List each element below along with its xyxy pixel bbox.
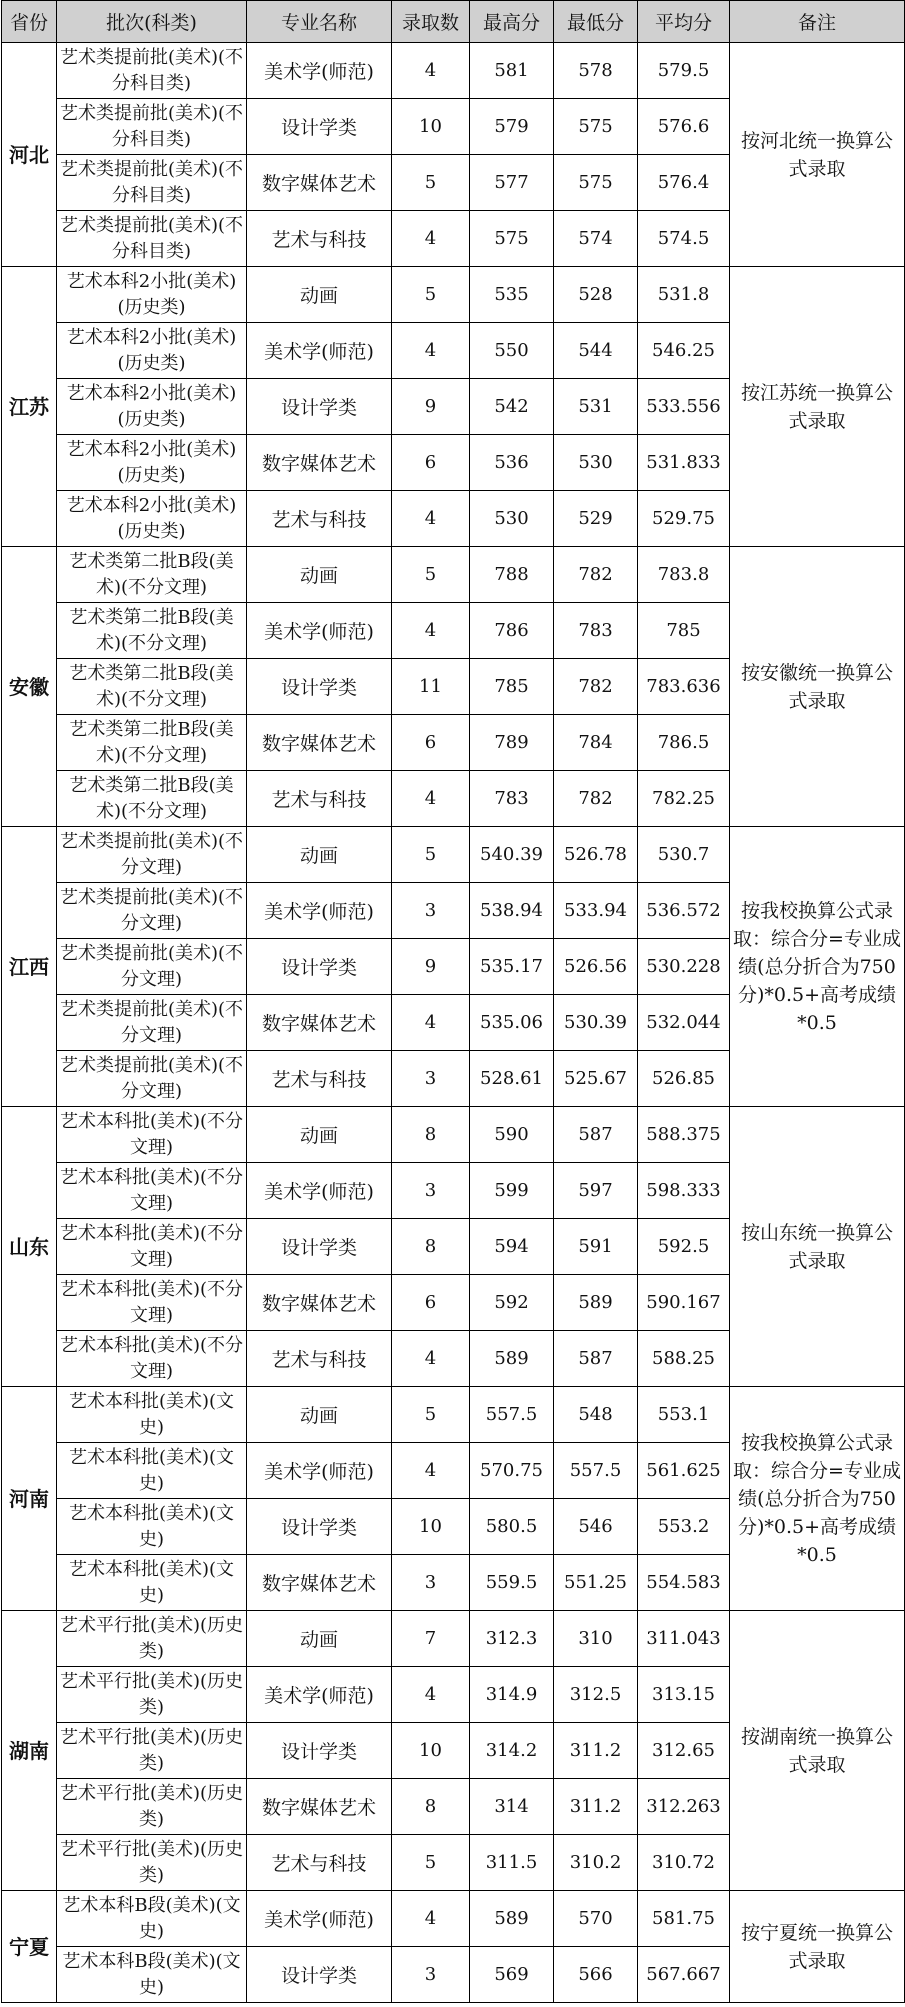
min-score-cell: 587 <box>554 1331 638 1387</box>
min-score-cell: 311.2 <box>554 1723 638 1779</box>
min-score-cell: 312.5 <box>554 1667 638 1723</box>
min-score-cell: 782 <box>554 659 638 715</box>
max-score-cell: 559.5 <box>470 1555 554 1611</box>
note-cell: 按山东统一换算公式录取 <box>730 1107 905 1387</box>
note-cell: 按我校换算公式录取：综合分=专业成绩(总分折合为750分)*0.5+高考成绩*0.5 <box>730 1387 905 1611</box>
avg-score-cell: 311.043 <box>638 1611 730 1667</box>
major-cell: 美术学(师范) <box>247 883 392 939</box>
min-score-cell: 544 <box>554 323 638 379</box>
table-row <box>2 1387 905 1443</box>
count-cell: 7 <box>392 1611 470 1667</box>
min-score-cell: 525.67 <box>554 1051 638 1107</box>
avg-score-cell: 598.333 <box>638 1163 730 1219</box>
count-cell: 9 <box>392 939 470 995</box>
min-score-cell: 782 <box>554 771 638 827</box>
batch-cell: 艺术类第二批B段(美术)(不分文理) <box>57 715 247 771</box>
batch-cell: 艺术平行批(美术)(历史类) <box>57 1723 247 1779</box>
avg-score-cell: 312.65 <box>638 1723 730 1779</box>
avg-score-cell: 313.15 <box>638 1667 730 1723</box>
major-cell: 数字媒体艺术 <box>247 1779 392 1835</box>
major-cell: 动画 <box>247 267 392 323</box>
max-score-cell: 314 <box>470 1779 554 1835</box>
batch-cell: 艺术平行批(美术)(历史类) <box>57 1667 247 1723</box>
max-score-cell: 594 <box>470 1219 554 1275</box>
count-cell: 4 <box>392 323 470 379</box>
major-cell: 设计学类 <box>247 1723 392 1779</box>
major-cell: 艺术与科技 <box>247 1051 392 1107</box>
avg-score-cell: 553.1 <box>638 1387 730 1443</box>
note-cell: 按宁夏统一换算公式录取 <box>730 1891 905 2003</box>
max-score-cell: 589 <box>470 1891 554 1947</box>
max-score-cell: 550 <box>470 323 554 379</box>
avg-score-cell: 533.556 <box>638 379 730 435</box>
header-min: 最低分 <box>554 1 638 43</box>
major-cell: 美术学(师范) <box>247 1163 392 1219</box>
province-cell: 宁夏 <box>2 1891 57 2003</box>
min-score-cell: 533.94 <box>554 883 638 939</box>
major-cell: 数字媒体艺术 <box>247 1555 392 1611</box>
max-score-cell: 599 <box>470 1163 554 1219</box>
count-cell: 4 <box>392 491 470 547</box>
avg-score-cell: 532.044 <box>638 995 730 1051</box>
batch-cell: 艺术平行批(美术)(历史类) <box>57 1611 247 1667</box>
note-cell: 按河北统一换算公式录取 <box>730 43 905 267</box>
batch-cell: 艺术类提前批(美术)(不分文理) <box>57 883 247 939</box>
min-score-cell: 574 <box>554 211 638 267</box>
province-cell: 山东 <box>2 1107 57 1387</box>
avg-score-cell: 553.2 <box>638 1499 730 1555</box>
avg-score-cell: 554.583 <box>638 1555 730 1611</box>
avg-score-cell: 530.228 <box>638 939 730 995</box>
count-cell: 10 <box>392 99 470 155</box>
min-score-cell: 575 <box>554 99 638 155</box>
major-cell: 数字媒体艺术 <box>247 715 392 771</box>
header-major: 专业名称 <box>247 1 392 43</box>
avg-score-cell: 536.572 <box>638 883 730 939</box>
note-cell: 按江苏统一换算公式录取 <box>730 267 905 547</box>
avg-score-cell: 592.5 <box>638 1219 730 1275</box>
count-cell: 5 <box>392 547 470 603</box>
avg-score-cell: 588.375 <box>638 1107 730 1163</box>
min-score-cell: 548 <box>554 1387 638 1443</box>
batch-cell: 艺术本科批(美术)(文史) <box>57 1387 247 1443</box>
major-cell: 动画 <box>247 547 392 603</box>
batch-cell: 艺术本科B段(美术)(文史) <box>57 1947 247 2003</box>
major-cell: 美术学(师范) <box>247 1443 392 1499</box>
major-cell: 动画 <box>247 1107 392 1163</box>
avg-score-cell: 581.75 <box>638 1891 730 1947</box>
max-score-cell: 535 <box>470 267 554 323</box>
count-cell: 5 <box>392 267 470 323</box>
max-score-cell: 788 <box>470 547 554 603</box>
count-cell: 8 <box>392 1779 470 1835</box>
header-count: 录取数 <box>392 1 470 43</box>
count-cell: 6 <box>392 715 470 771</box>
major-cell: 设计学类 <box>247 939 392 995</box>
avg-score-cell: 783.8 <box>638 547 730 603</box>
max-score-cell: 536 <box>470 435 554 491</box>
batch-cell: 艺术本科2小批(美术)(历史类) <box>57 323 247 379</box>
min-score-cell: 531 <box>554 379 638 435</box>
batch-cell: 艺术类提前批(美术)(不分科目类) <box>57 43 247 99</box>
province-cell: 江西 <box>2 827 57 1107</box>
province-cell: 河南 <box>2 1387 57 1611</box>
province-cell: 湖南 <box>2 1611 57 1891</box>
major-cell: 数字媒体艺术 <box>247 435 392 491</box>
count-cell: 5 <box>392 155 470 211</box>
batch-cell: 艺术类第二批B段(美术)(不分文理) <box>57 547 247 603</box>
batch-cell: 艺术类提前批(美术)(不分文理) <box>57 995 247 1051</box>
max-score-cell: 314.2 <box>470 1723 554 1779</box>
max-score-cell: 530 <box>470 491 554 547</box>
avg-score-cell: 785 <box>638 603 730 659</box>
count-cell: 5 <box>392 1387 470 1443</box>
count-cell: 4 <box>392 603 470 659</box>
major-cell: 数字媒体艺术 <box>247 155 392 211</box>
major-cell: 美术学(师范) <box>247 323 392 379</box>
count-cell: 4 <box>392 43 470 99</box>
major-cell: 设计学类 <box>247 1947 392 2003</box>
batch-cell: 艺术本科批(美术)(不分文理) <box>57 1219 247 1275</box>
table-row <box>2 1107 905 1163</box>
max-score-cell: 785 <box>470 659 554 715</box>
min-score-cell: 597 <box>554 1163 638 1219</box>
max-score-cell: 581 <box>470 43 554 99</box>
batch-cell: 艺术类提前批(美术)(不分科目类) <box>57 155 247 211</box>
max-score-cell: 786 <box>470 603 554 659</box>
max-score-cell: 590 <box>470 1107 554 1163</box>
table-row <box>2 267 905 323</box>
major-cell: 设计学类 <box>247 1219 392 1275</box>
max-score-cell: 580.5 <box>470 1499 554 1555</box>
header-note: 备注 <box>730 1 905 43</box>
min-score-cell: 578 <box>554 43 638 99</box>
count-cell: 4 <box>392 995 470 1051</box>
min-score-cell: 546 <box>554 1499 638 1555</box>
min-score-cell: 526.56 <box>554 939 638 995</box>
avg-score-cell: 310.72 <box>638 1835 730 1891</box>
count-cell: 11 <box>392 659 470 715</box>
count-cell: 6 <box>392 435 470 491</box>
batch-cell: 艺术本科批(美术)(不分文理) <box>57 1275 247 1331</box>
major-cell: 美术学(师范) <box>247 1667 392 1723</box>
count-cell: 3 <box>392 883 470 939</box>
header-province: 省份 <box>2 1 57 43</box>
max-score-cell: 535.06 <box>470 995 554 1051</box>
batch-cell: 艺术平行批(美术)(历史类) <box>57 1835 247 1891</box>
count-cell: 3 <box>392 1555 470 1611</box>
avg-score-cell: 312.263 <box>638 1779 730 1835</box>
province-cell: 安徽 <box>2 547 57 827</box>
min-score-cell: 311.2 <box>554 1779 638 1835</box>
count-cell: 10 <box>392 1499 470 1555</box>
major-cell: 美术学(师范) <box>247 43 392 99</box>
max-score-cell: 528.61 <box>470 1051 554 1107</box>
max-score-cell: 312.3 <box>470 1611 554 1667</box>
max-score-cell: 557.5 <box>470 1387 554 1443</box>
avg-score-cell: 526.85 <box>638 1051 730 1107</box>
min-score-cell: 529 <box>554 491 638 547</box>
avg-score-cell: 531.8 <box>638 267 730 323</box>
min-score-cell: 530.39 <box>554 995 638 1051</box>
province-cell: 江苏 <box>2 267 57 547</box>
max-score-cell: 789 <box>470 715 554 771</box>
major-cell: 美术学(师范) <box>247 603 392 659</box>
min-score-cell: 530 <box>554 435 638 491</box>
province-cell: 河北 <box>2 43 57 267</box>
min-score-cell: 589 <box>554 1275 638 1331</box>
batch-cell: 艺术类提前批(美术)(不分文理) <box>57 939 247 995</box>
batch-cell: 艺术本科批(美术)(不分文理) <box>57 1107 247 1163</box>
batch-cell: 艺术类提前批(美术)(不分科目类) <box>57 211 247 267</box>
batch-cell: 艺术本科批(美术)(文史) <box>57 1555 247 1611</box>
max-score-cell: 542 <box>470 379 554 435</box>
batch-cell: 艺术本科B段(美术)(文史) <box>57 1891 247 1947</box>
batch-cell: 艺术本科批(美术)(文史) <box>57 1443 247 1499</box>
count-cell: 4 <box>392 771 470 827</box>
count-cell: 4 <box>392 1891 470 1947</box>
min-score-cell: 587 <box>554 1107 638 1163</box>
avg-score-cell: 567.667 <box>638 1947 730 2003</box>
min-score-cell: 784 <box>554 715 638 771</box>
avg-score-cell: 576.6 <box>638 99 730 155</box>
max-score-cell: 577 <box>470 155 554 211</box>
major-cell: 艺术与科技 <box>247 1835 392 1891</box>
batch-cell: 艺术本科2小批(美术)(历史类) <box>57 267 247 323</box>
table-row <box>2 547 905 603</box>
avg-score-cell: 576.4 <box>638 155 730 211</box>
count-cell: 3 <box>392 1163 470 1219</box>
count-cell: 9 <box>392 379 470 435</box>
table-row <box>2 1891 905 1947</box>
min-score-cell: 783 <box>554 603 638 659</box>
major-cell: 美术学(师范) <box>247 1891 392 1947</box>
major-cell: 设计学类 <box>247 379 392 435</box>
batch-cell: 艺术本科批(美术)(不分文理) <box>57 1163 247 1219</box>
count-cell: 4 <box>392 1443 470 1499</box>
batch-cell: 艺术本科2小批(美术)(历史类) <box>57 491 247 547</box>
batch-cell: 艺术类提前批(美术)(不分文理) <box>57 1051 247 1107</box>
min-score-cell: 551.25 <box>554 1555 638 1611</box>
max-score-cell: 570.75 <box>470 1443 554 1499</box>
max-score-cell: 579 <box>470 99 554 155</box>
major-cell: 艺术与科技 <box>247 1331 392 1387</box>
max-score-cell: 538.94 <box>470 883 554 939</box>
count-cell: 3 <box>392 1947 470 2003</box>
batch-cell: 艺术本科批(美术)(不分文理) <box>57 1331 247 1387</box>
header-row <box>2 1 905 43</box>
min-score-cell: 782 <box>554 547 638 603</box>
batch-cell: 艺术本科批(美术)(文史) <box>57 1499 247 1555</box>
min-score-cell: 566 <box>554 1947 638 2003</box>
count-cell: 6 <box>392 1275 470 1331</box>
avg-score-cell: 590.167 <box>638 1275 730 1331</box>
table-body <box>2 43 905 2003</box>
count-cell: 10 <box>392 1723 470 1779</box>
admission-scores-table <box>1 0 905 2003</box>
max-score-cell: 311.5 <box>470 1835 554 1891</box>
max-score-cell: 314.9 <box>470 1667 554 1723</box>
header-avg: 平均分 <box>638 1 730 43</box>
major-cell: 设计学类 <box>247 1499 392 1555</box>
min-score-cell: 591 <box>554 1219 638 1275</box>
batch-cell: 艺术本科2小批(美术)(历史类) <box>57 379 247 435</box>
avg-score-cell: 561.625 <box>638 1443 730 1499</box>
batch-cell: 艺术类第二批B段(美术)(不分文理) <box>57 603 247 659</box>
batch-cell: 艺术类提前批(美术)(不分科目类) <box>57 99 247 155</box>
major-cell: 动画 <box>247 1611 392 1667</box>
min-score-cell: 528 <box>554 267 638 323</box>
max-score-cell: 535.17 <box>470 939 554 995</box>
min-score-cell: 557.5 <box>554 1443 638 1499</box>
note-cell: 按安徽统一换算公式录取 <box>730 547 905 827</box>
count-cell: 8 <box>392 1107 470 1163</box>
batch-cell: 艺术类第二批B段(美术)(不分文理) <box>57 771 247 827</box>
table-row <box>2 827 905 883</box>
table-row <box>2 1611 905 1667</box>
min-score-cell: 575 <box>554 155 638 211</box>
major-cell: 数字媒体艺术 <box>247 1275 392 1331</box>
avg-score-cell: 579.5 <box>638 43 730 99</box>
avg-score-cell: 574.5 <box>638 211 730 267</box>
max-score-cell: 575 <box>470 211 554 267</box>
table-row <box>2 43 905 99</box>
note-cell: 按我校换算公式录取：综合分=专业成绩(总分折合为750分)*0.5+高考成绩*0.5 <box>730 827 905 1107</box>
avg-score-cell: 546.25 <box>638 323 730 379</box>
avg-score-cell: 783.636 <box>638 659 730 715</box>
count-cell: 4 <box>392 211 470 267</box>
count-cell: 4 <box>392 1667 470 1723</box>
major-cell: 设计学类 <box>247 99 392 155</box>
max-score-cell: 589 <box>470 1331 554 1387</box>
avg-score-cell: 786.5 <box>638 715 730 771</box>
batch-cell: 艺术类第二批B段(美术)(不分文理) <box>57 659 247 715</box>
min-score-cell: 310.2 <box>554 1835 638 1891</box>
major-cell: 艺术与科技 <box>247 491 392 547</box>
note-cell: 按湖南统一换算公式录取 <box>730 1611 905 1891</box>
count-cell: 5 <box>392 1835 470 1891</box>
header-batch: 批次(科类) <box>57 1 247 43</box>
batch-cell: 艺术平行批(美术)(历史类) <box>57 1779 247 1835</box>
batch-cell: 艺术类提前批(美术)(不分文理) <box>57 827 247 883</box>
count-cell: 5 <box>392 827 470 883</box>
batch-cell: 艺术本科2小批(美术)(历史类) <box>57 435 247 491</box>
header-max: 最高分 <box>470 1 554 43</box>
max-score-cell: 540.39 <box>470 827 554 883</box>
min-score-cell: 570 <box>554 1891 638 1947</box>
min-score-cell: 526.78 <box>554 827 638 883</box>
major-cell: 数字媒体艺术 <box>247 995 392 1051</box>
count-cell: 3 <box>392 1051 470 1107</box>
max-score-cell: 592 <box>470 1275 554 1331</box>
max-score-cell: 783 <box>470 771 554 827</box>
major-cell: 动画 <box>247 827 392 883</box>
major-cell: 设计学类 <box>247 659 392 715</box>
count-cell: 4 <box>392 1331 470 1387</box>
major-cell: 艺术与科技 <box>247 211 392 267</box>
max-score-cell: 569 <box>470 1947 554 2003</box>
avg-score-cell: 530.7 <box>638 827 730 883</box>
avg-score-cell: 588.25 <box>638 1331 730 1387</box>
count-cell: 8 <box>392 1219 470 1275</box>
avg-score-cell: 529.75 <box>638 491 730 547</box>
avg-score-cell: 531.833 <box>638 435 730 491</box>
avg-score-cell: 782.25 <box>638 771 730 827</box>
min-score-cell: 310 <box>554 1611 638 1667</box>
major-cell: 艺术与科技 <box>247 771 392 827</box>
major-cell: 动画 <box>247 1387 392 1443</box>
